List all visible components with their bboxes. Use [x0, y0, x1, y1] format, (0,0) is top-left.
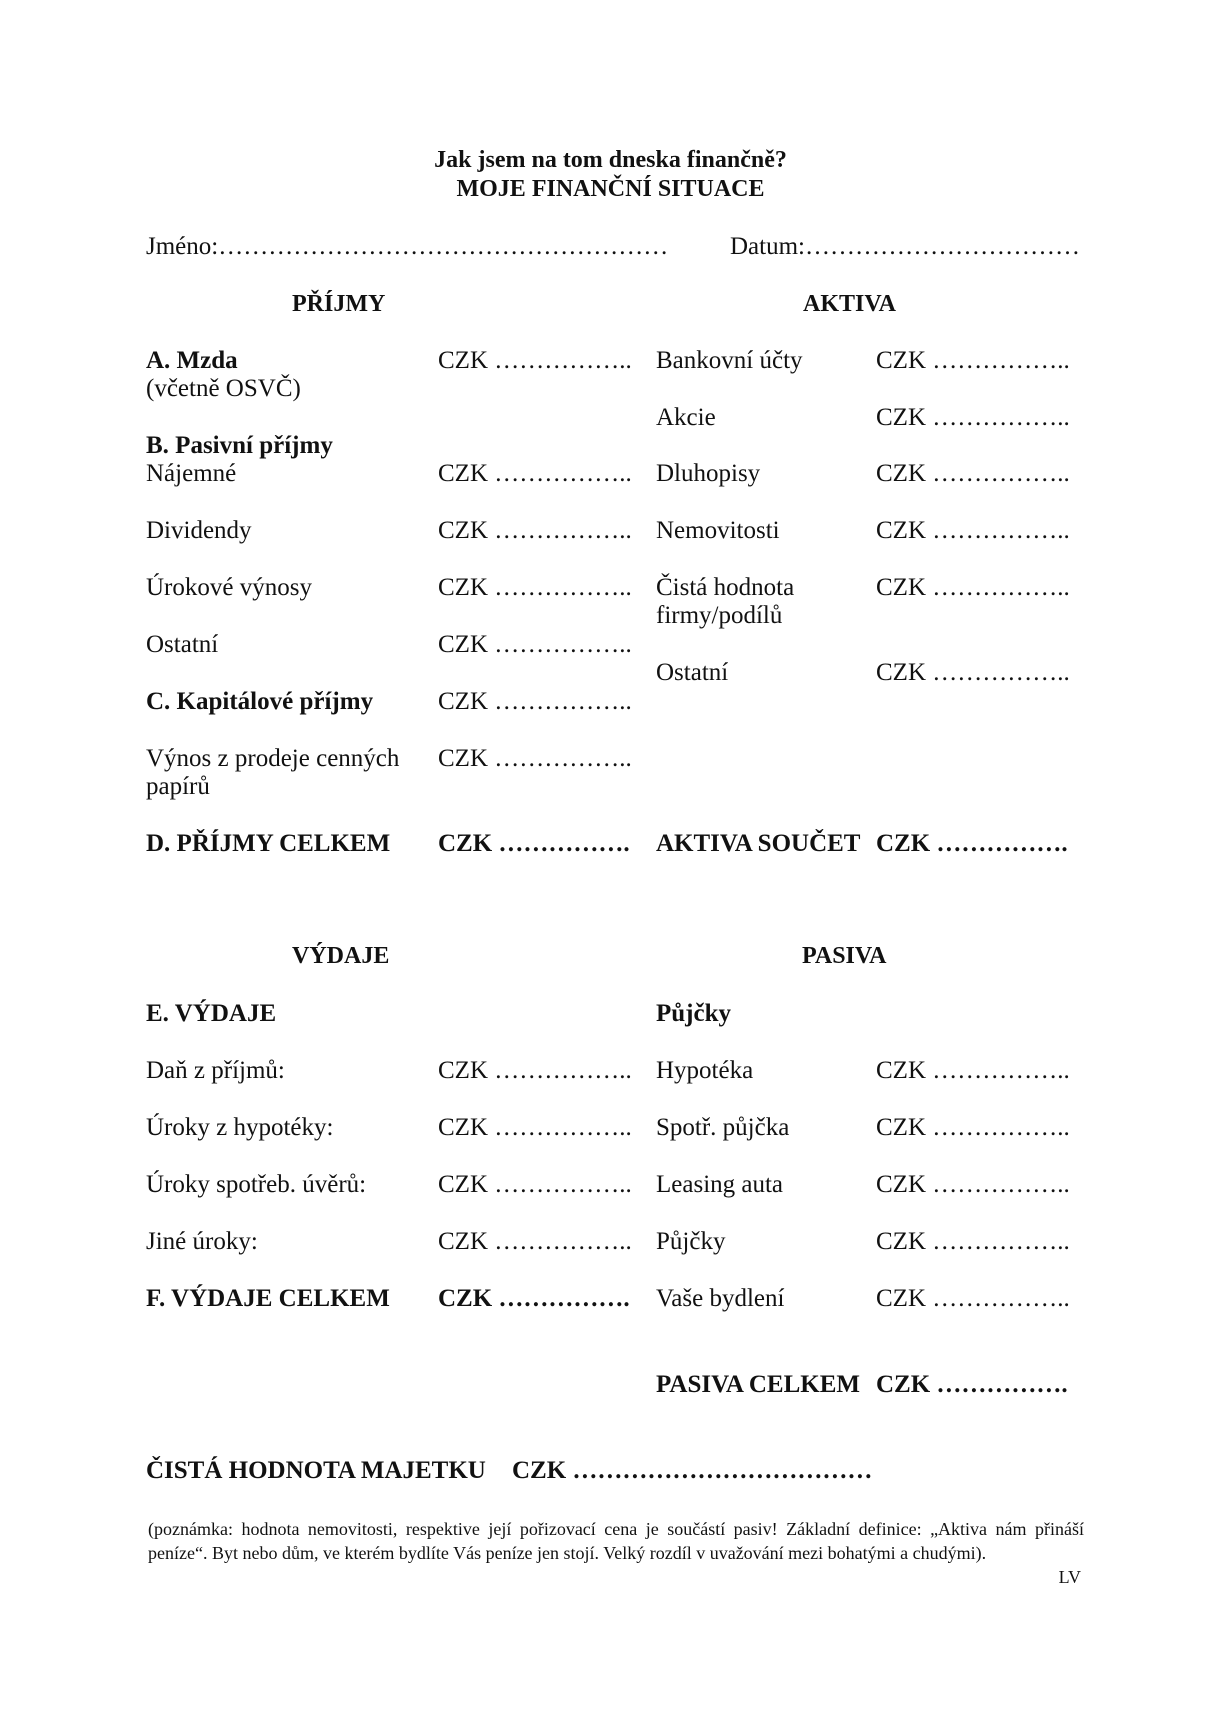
net-worth-label: ČISTÁ HODNOTA MAJETKU [146, 1457, 486, 1484]
footnote: (poznámka: hodnota nemovitosti, respektive její pořizovací cena je součástí pasiv! Základní definice: „Aktiva nám přináší peníze“. Byt nebo dům, ve kterém bydlíte Vás peníze jen stojí. Velký rozdíl v uvažování mezi bohatými a chudými). [148, 1519, 1084, 1563]
expense-row-value-field[interactable]: CZK …………….. [438, 1114, 632, 1141]
asset-row-label: Nemovitosti [656, 517, 780, 544]
asset-row-label: Ostatní [656, 659, 729, 686]
income-row-label: Dividendy [146, 517, 252, 544]
liabilities-heading: PASIVA [802, 943, 887, 969]
assets-total-value-field[interactable]: CZK ……………. [876, 830, 1068, 857]
asset-row-label: Čistá hodnota [656, 574, 795, 601]
liability-row-label: Vaše bydlení [656, 1285, 785, 1312]
income-total-label: D. PŘÍJMY CELKEM [146, 830, 391, 857]
securities-sale-value-field[interactable]: CZK …………….. [438, 745, 632, 772]
income-row-label: Ostatní [146, 631, 219, 658]
expense-row-value-field[interactable]: CZK …………….. [438, 1228, 632, 1255]
income-row-value-field[interactable]: CZK …………….. [438, 460, 632, 487]
salary-label: A. Mzda [146, 347, 238, 374]
name-field[interactable]: Jméno:……………………………………………… [146, 233, 669, 260]
salary-sublabel: (včetně OSVČ) [146, 375, 301, 402]
asset-row-label: Bankovní účty [656, 347, 803, 374]
expenses-total-value-field[interactable]: CZK ……………. [438, 1285, 630, 1312]
securities-sale-label: Výnos z prodeje cenných [146, 745, 400, 772]
date-field[interactable]: Datum:…………………………… [730, 233, 1080, 260]
asset-row-label: Akcie [656, 404, 716, 431]
loans-label: Půjčky [656, 1000, 731, 1027]
capital-income-value-field[interactable]: CZK …………….. [438, 688, 632, 715]
income-row-value-field[interactable]: CZK …………….. [438, 574, 632, 601]
liability-row-label: Spotř. půjčka [656, 1114, 790, 1141]
income-heading: PŘÍJMY [292, 291, 386, 317]
net-worth-value-field[interactable]: CZK ……………………………… [512, 1457, 873, 1484]
liabilities-total-label: PASIVA CELKEM [656, 1371, 860, 1398]
securities-sale-label-cont: papírů [146, 773, 210, 800]
passive-income-label: B. Pasivní příjmy [146, 432, 333, 459]
document-subtitle: MOJE FINANČNÍ SITUACE [456, 176, 765, 202]
expenses-total-label: F. VÝDAJE CELKEM [146, 1285, 390, 1312]
income-row-value-field[interactable]: CZK …………….. [438, 517, 632, 544]
expense-row-value-field[interactable]: CZK …………….. [438, 1171, 632, 1198]
liabilities-total-value-field[interactable]: CZK ……………. [876, 1371, 1068, 1398]
asset-row-value-field[interactable]: CZK …………….. [876, 517, 1070, 544]
expense-row-label: Daň z příjmů: [146, 1057, 285, 1084]
expenses-heading: VÝDAJE [292, 943, 390, 969]
liability-row-label: Leasing auta [656, 1171, 784, 1198]
liability-row-value-field[interactable]: CZK …………….. [876, 1171, 1070, 1198]
salary-value-field[interactable]: CZK …………….. [438, 347, 632, 374]
expense-row-value-field[interactable]: CZK …………….. [438, 1057, 632, 1084]
asset-row-value-field[interactable]: CZK …………….. [876, 404, 1070, 431]
document-title: Jak jsem na tom dneska finančně? [434, 147, 787, 173]
assets-total-label: AKTIVA SOUČET [656, 830, 861, 857]
liability-row-label: Hypotéka [656, 1057, 754, 1084]
expense-row-label: Úroky spotřeb. úvěrů: [146, 1171, 367, 1198]
income-row-label: Úrokové výnosy [146, 574, 312, 601]
liability-row-value-field[interactable]: CZK …………….. [876, 1057, 1070, 1084]
author-initials: LV [1058, 1567, 1081, 1587]
expense-row-label: Jiné úroky: [146, 1228, 258, 1255]
income-row-value-field[interactable]: CZK …………….. [438, 631, 632, 658]
expense-row-label: Úroky z hypotéky: [146, 1114, 334, 1141]
asset-row-value-field[interactable]: CZK …………….. [876, 574, 1070, 601]
income-row-label: Nájemné [146, 460, 237, 487]
asset-row-label-cont: firmy/podílů [656, 602, 783, 629]
liability-row-value-field[interactable]: CZK …………….. [876, 1114, 1070, 1141]
asset-row-label: Dluhopisy [656, 460, 761, 487]
capital-income-label: C. Kapitálové příjmy [146, 688, 374, 715]
asset-row-value-field[interactable]: CZK …………….. [876, 659, 1070, 686]
liability-row-value-field[interactable]: CZK …………….. [876, 1285, 1070, 1312]
expenses-label: E. VÝDAJE [146, 1000, 277, 1027]
asset-row-value-field[interactable]: CZK …………….. [876, 347, 1070, 374]
liability-row-value-field[interactable]: CZK …………….. [876, 1228, 1070, 1255]
liability-row-label: Půjčky [656, 1228, 726, 1255]
income-total-value-field[interactable]: CZK ……………. [438, 830, 630, 857]
assets-heading: AKTIVA [803, 291, 896, 317]
asset-row-value-field[interactable]: CZK …………….. [876, 460, 1070, 487]
